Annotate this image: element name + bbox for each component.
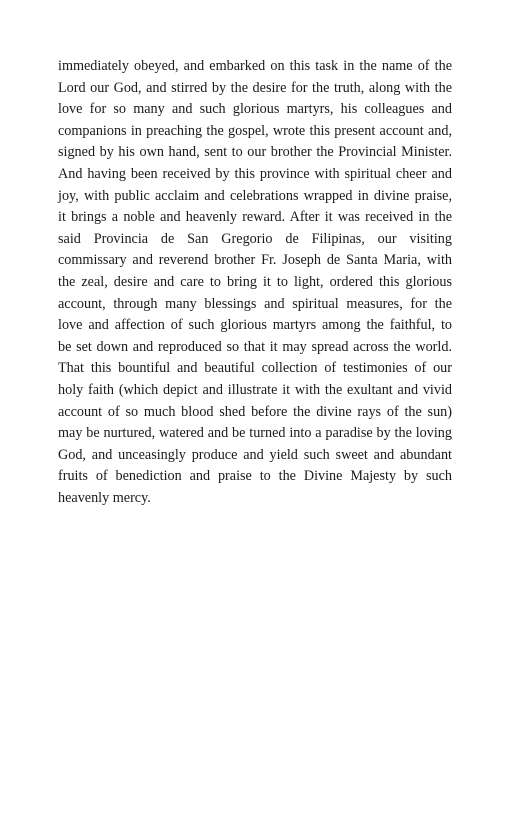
text-line: the zeal, desire and care to bring it to light, ordered this glorious xyxy=(58,273,452,290)
text-line: account, through many blessings and spiritual measures, for the xyxy=(58,295,452,312)
text-line: account of so much blood shed before the divine rays of the sun) xyxy=(58,403,452,420)
body-paragraph xyxy=(58,56,452,509)
text-line: immediately obeyed, and embarked on this task in the name of the xyxy=(58,58,452,74)
text-line: And having been received by this province with spiritual cheer and xyxy=(58,165,452,182)
text-line: God, and unceasingly produce and yield such sweet and abundant xyxy=(58,446,452,463)
text-line: said Provincia de San Gregorio de Filipinas, our visiting xyxy=(58,230,452,247)
text-line: holy faith (which depict and illustrate it with the exultant and vivid xyxy=(58,381,452,398)
text-line: That this bountiful and beautiful collection of testimonies of our xyxy=(58,360,452,377)
text-line: joy, with public acclaim and celebrations wrapped in divine praise, xyxy=(58,187,452,204)
text-line: signed by his own hand, sent to our brother the Provincial Minister. xyxy=(58,144,452,161)
text-line: love and affection of such glorious martyrs among the faithful, to xyxy=(58,317,452,334)
text-line: may be nurtured, watered and be turned into a paradise by the loving xyxy=(58,425,452,442)
text-line: Lord our God, and stirred by the desire for the truth, along with the xyxy=(58,79,452,96)
text-line: companions in preaching the gospel, wrote this present account and, xyxy=(58,122,452,139)
text-line: be set down and reproduced so that it may spread across the world. xyxy=(58,338,452,355)
text-line: it brings a noble and heavenly reward. After it was received in the xyxy=(58,209,452,226)
text-line: love for so many and such glorious martyrs, his colleagues and xyxy=(58,101,452,118)
text-line: heavenly mercy. xyxy=(58,489,151,506)
text-line: fruits of benediction and praise to the Divine Majesty by such xyxy=(58,468,452,485)
text-line: commissary and reverend brother Fr. Joseph de Santa Maria, with xyxy=(58,252,452,269)
